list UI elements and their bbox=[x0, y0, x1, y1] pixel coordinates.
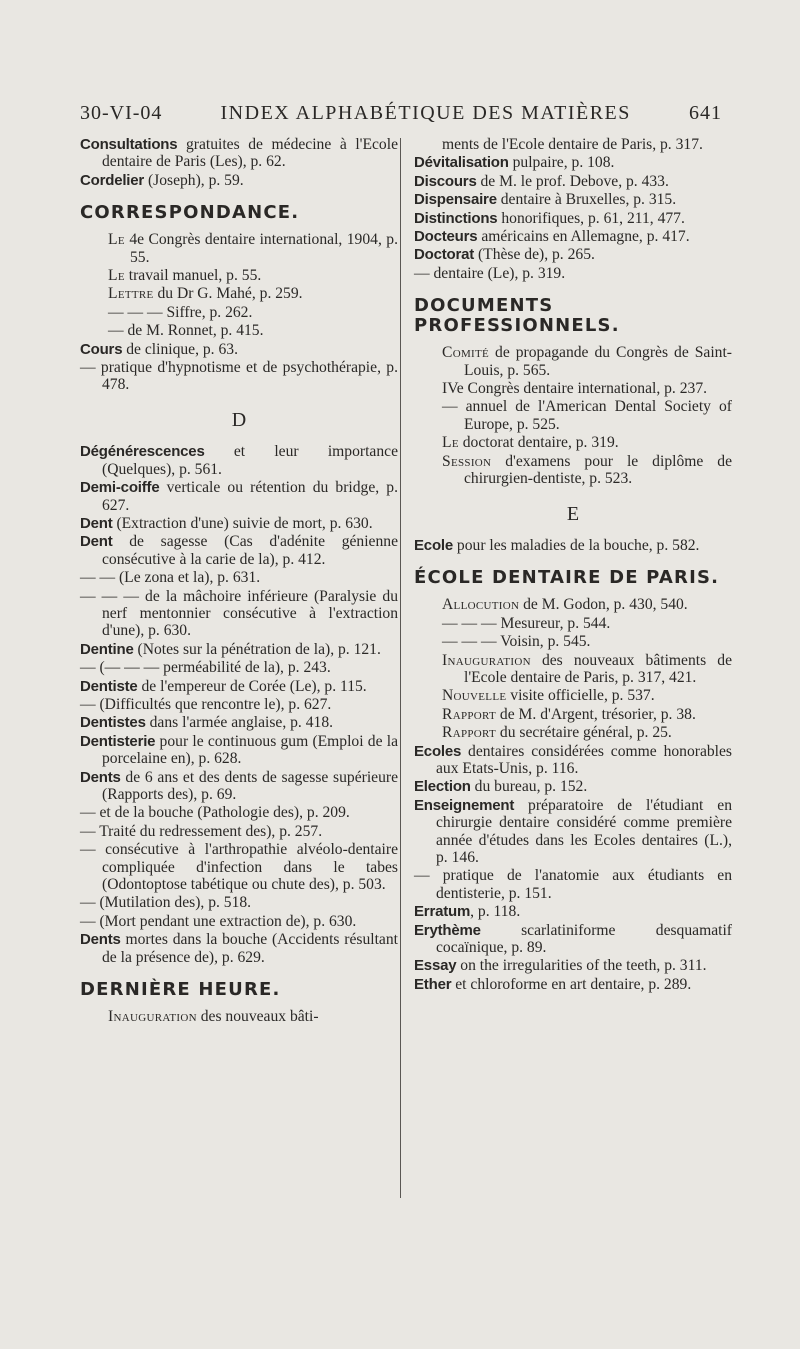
entry-text: dans l'armée anglaise, p. 418. bbox=[145, 714, 334, 732]
entry-head: Cordelier bbox=[80, 171, 145, 189]
entry-head: Dent bbox=[80, 533, 113, 551]
index-entry bbox=[414, 957, 732, 974]
section-heading: CORRESPONDANCE. bbox=[80, 202, 300, 224]
sub-entry bbox=[442, 398, 732, 433]
header-date: 30-VI-04 bbox=[80, 102, 163, 124]
index-entry bbox=[80, 641, 398, 658]
entry-text: — — — Voisin, p. 545. bbox=[442, 633, 591, 651]
index-entry bbox=[80, 515, 398, 532]
entry-head: Ether bbox=[414, 975, 452, 993]
index-entry bbox=[80, 341, 398, 358]
entry-head: Ecole bbox=[414, 536, 454, 554]
entry-text: — consécutive à l'arthropathie alvéolo-dentaire compliquée d'infection dans le tabes (Odontoptose tabétique ou chute des), p. 503. bbox=[80, 841, 398, 894]
entry-head: Rapport bbox=[442, 705, 497, 723]
entry-head: Enseignement bbox=[414, 796, 515, 814]
entry-text: mortes dans la bouche (Accidents résultant de la présence de), p. 629. bbox=[102, 931, 398, 966]
sub-entry bbox=[108, 1008, 398, 1025]
entry-head: Allocution bbox=[442, 596, 520, 614]
entry-text: IVe Congrès dentaire international, p. 237. bbox=[442, 380, 708, 398]
entry-head: Dentine bbox=[80, 640, 134, 658]
entry-text: (Thèse de), p. 265. bbox=[474, 246, 595, 264]
index-entry bbox=[80, 172, 398, 189]
index-entry bbox=[80, 894, 398, 911]
entry-text: travail manuel, p. 55. bbox=[124, 267, 262, 285]
entry-text: — dentaire (Le), p. 319. bbox=[414, 264, 566, 282]
index-entry bbox=[80, 359, 398, 394]
entry-head: Session bbox=[442, 452, 492, 470]
entry-text: (Notes sur la pénétration de la), p. 121. bbox=[133, 640, 381, 658]
entry-text: des nouveaux bâtiments de l'Ecole dentaire de Paris, p. 317, 421. bbox=[464, 651, 732, 686]
entry-head: Dentisterie bbox=[80, 732, 156, 750]
entry-text: de propagande du Congrès de Saint-Louis, p. 565. bbox=[464, 344, 732, 379]
left-column bbox=[80, 136, 398, 1026]
letter-divider: E bbox=[566, 502, 580, 525]
index-entry bbox=[80, 659, 398, 676]
entry-text: de l'empereur de Corée (Le), p. 115. bbox=[137, 677, 367, 695]
entry-text: pour le continuous gum (Emploi de la porcelaine en), p. 628. bbox=[102, 732, 398, 768]
section-heading: DOCUMENTS PROFESSIONNELS. bbox=[414, 295, 620, 337]
entry-head: Dévitalisation bbox=[414, 154, 509, 172]
index-entry bbox=[414, 191, 732, 208]
index-entry bbox=[414, 867, 732, 902]
index-entry bbox=[80, 769, 398, 804]
entry-text: américains en Allemagne, p. 417. bbox=[477, 228, 690, 246]
entry-text: 4e Congrès dentaire international, 1904, p. 55. bbox=[124, 231, 398, 266]
entry-head: Le bbox=[108, 267, 125, 285]
index-entry bbox=[80, 714, 398, 731]
index-entry bbox=[80, 479, 398, 514]
index-entry bbox=[414, 922, 732, 957]
entry-text: — — — de la mâchoire inférieure (Paralysie du nerf mentonnier consécutive à l'extraction d'une), p. 630. bbox=[80, 587, 398, 640]
sub-entry bbox=[442, 434, 732, 451]
index-entry bbox=[80, 136, 398, 171]
entry-text: de clinique, p. 63. bbox=[122, 340, 238, 358]
sub-entry bbox=[442, 633, 732, 650]
index-entry bbox=[414, 228, 732, 245]
sub-entry bbox=[108, 285, 398, 302]
entry-head: Erythème bbox=[414, 921, 481, 939]
entry-text: — pratique de l'anatomie aux étudiants en dentisterie, p. 151. bbox=[414, 867, 732, 902]
index-entry bbox=[80, 841, 398, 893]
index-entry bbox=[80, 931, 398, 966]
sub-entry bbox=[442, 453, 732, 488]
entry-head: Erratum bbox=[414, 903, 471, 921]
entry-head: Nouvelle bbox=[442, 687, 507, 705]
entry-head: Distinctions bbox=[414, 209, 498, 227]
sub-entry bbox=[442, 687, 732, 704]
entry-text: pulpaire, p. 108. bbox=[508, 154, 615, 172]
entry-head: Lettre bbox=[108, 285, 154, 303]
entry-text: d'examens pour le diplôme de chirurgien-dentiste, p. 523. bbox=[464, 452, 732, 488]
sub-entry bbox=[108, 267, 398, 284]
index-entry bbox=[414, 246, 732, 263]
index-entry bbox=[414, 976, 732, 993]
entry-text: et chloroforme en art dentaire, p. 289. bbox=[451, 975, 692, 993]
entry-text: du bureau, p. 152. bbox=[470, 778, 588, 796]
column-divider bbox=[400, 138, 401, 1198]
entry-text: de M. Godon, p. 430, 540. bbox=[519, 596, 688, 614]
section-heading: DERNIÈRE HEURE. bbox=[80, 979, 281, 1001]
entry-head: Inauguration bbox=[442, 651, 531, 669]
entry-head: Dégénérescences bbox=[80, 443, 205, 461]
entry-head: Dentistes bbox=[80, 714, 146, 732]
index-entry bbox=[414, 778, 732, 795]
index-entry bbox=[80, 823, 398, 840]
entry-text: visite officielle, p. 537. bbox=[506, 687, 655, 705]
index-entry bbox=[414, 210, 732, 227]
sub-entry bbox=[108, 304, 398, 321]
entry-text: — — — Mesureur, p. 544. bbox=[442, 614, 611, 632]
entry-text: de M. le prof. Debove, p. 433. bbox=[476, 172, 669, 190]
entry-text: on the irregularities of the teeth, p. 311. bbox=[456, 957, 707, 975]
sub-entry bbox=[108, 231, 398, 266]
entry-text: des nouveaux bâti- bbox=[196, 1008, 319, 1026]
entry-text: du Dr G. Mahé, p. 259. bbox=[153, 285, 303, 303]
entry-text: du secrétaire général, p. 25. bbox=[496, 724, 672, 742]
index-entry bbox=[80, 733, 398, 768]
index-entry bbox=[80, 588, 398, 640]
entry-head: Le bbox=[108, 231, 125, 249]
entry-head: Dentiste bbox=[80, 677, 138, 695]
entry-head: Demi-coiffe bbox=[80, 479, 160, 497]
entry-head: Docteurs bbox=[414, 228, 478, 246]
entry-head: Essay bbox=[414, 957, 457, 975]
index-entry bbox=[414, 537, 732, 554]
entry-text: verticale ou rétention du bridge, p. 627. bbox=[102, 479, 398, 514]
index-entry bbox=[414, 154, 732, 171]
entry-head: Le bbox=[442, 434, 459, 452]
entry-head: Cours bbox=[80, 340, 123, 358]
entry-text: et leur importance (Quelques), p. 561. bbox=[102, 443, 398, 478]
index-entry bbox=[80, 678, 398, 695]
entry-text: ments de l'Ecole dentaire de Paris, p. 317. bbox=[442, 136, 703, 153]
entry-text: — annuel de l'American Dental Society of Europe, p. 525. bbox=[442, 398, 732, 433]
section-heading: ÉCOLE DENTAIRE DE PARIS. bbox=[414, 567, 720, 589]
entry-text: — (— — — perméabilité de la), p. 243. bbox=[80, 659, 331, 677]
entry-head: Election bbox=[414, 778, 471, 796]
entry-text: , p. 118. bbox=[470, 903, 521, 921]
entry-head: Doctorat bbox=[414, 246, 475, 264]
letter-divider: D bbox=[231, 408, 247, 431]
entry-text: — (Mort pendant une extraction de), p. 630. bbox=[80, 912, 357, 930]
entry-text: — — — Siffre, p. 262. bbox=[108, 303, 253, 321]
entry-head: Consultations bbox=[80, 136, 178, 153]
entry-head: Dent bbox=[80, 514, 113, 532]
sub-entry bbox=[442, 706, 732, 723]
header-page-number: 641 bbox=[688, 102, 722, 124]
sub-entry bbox=[442, 380, 732, 397]
entry-text: — Traité du redressement des), p. 257. bbox=[80, 822, 323, 840]
entry-text: dentaires considérées comme honorables aux Etats-Unis, p. 116. bbox=[436, 742, 732, 777]
index-entry bbox=[80, 696, 398, 713]
entry-text: de M. d'Argent, trésorier, p. 38. bbox=[496, 705, 696, 723]
entry-head: Dents bbox=[80, 931, 121, 949]
index-entry bbox=[414, 173, 732, 190]
right-column bbox=[414, 136, 732, 994]
entry-head: Inauguration bbox=[108, 1008, 197, 1026]
entry-head: Dispensaire bbox=[414, 191, 497, 209]
sub-entry bbox=[442, 724, 732, 741]
entry-text: de sagesse (Cas d'adénite génienne consécutive à la carie de la), p. 412. bbox=[102, 533, 398, 568]
index-entry bbox=[80, 569, 398, 586]
entry-text: gratuites de médecine à l'Ecole dentaire de Paris (Les), p. 62. bbox=[102, 136, 398, 171]
entry-text: préparatoire de l'étudiant en chirurgie dentaire considéré comme première année d'études dans les Ecoles dentaires (L.), p. 146. bbox=[436, 796, 732, 866]
sub-entry bbox=[442, 136, 732, 153]
entry-head: Dents bbox=[80, 768, 121, 786]
index-entry bbox=[414, 797, 732, 867]
entry-text: — (Difficultés que rencontre le), p. 627. bbox=[80, 695, 332, 713]
entry-head: Discours bbox=[414, 172, 477, 190]
sub-entry bbox=[442, 344, 732, 379]
entry-text: — de M. Ronnet, p. 415. bbox=[108, 322, 264, 340]
entry-text: honorifiques, p. 61, 211, 477. bbox=[497, 209, 685, 227]
entry-head: Rapport bbox=[442, 724, 497, 742]
entry-text: pour les maladies de la bouche, p. 582. bbox=[453, 536, 700, 554]
entry-text: doctorat dentaire, p. 319. bbox=[458, 434, 619, 452]
entry-text: de 6 ans et des dents de sagesse supérieure (Rapports des), p. 69. bbox=[102, 768, 398, 803]
entry-head: Ecoles bbox=[414, 742, 462, 760]
entry-text: — — (Le zona et la), p. 631. bbox=[80, 569, 261, 587]
index-entry bbox=[80, 804, 398, 821]
index-entry bbox=[80, 443, 398, 478]
index-entry bbox=[80, 533, 398, 568]
entry-text: — et de la bouche (Pathologie des), p. 209. bbox=[80, 804, 350, 822]
index-entry bbox=[80, 913, 398, 930]
index-entry bbox=[414, 743, 732, 778]
entry-text: (Joseph), p. 59. bbox=[144, 171, 244, 189]
sub-entry bbox=[442, 596, 732, 613]
entry-text: scarlatiniforme desquamatif cocaïnique, p. 89. bbox=[436, 921, 732, 957]
index-entry bbox=[414, 903, 732, 920]
header-title: INDEX ALPHABÉTIQUE DES MATIÈRES bbox=[220, 102, 631, 124]
sub-entry bbox=[108, 322, 398, 339]
entry-text: dentaire à Bruxelles, p. 315. bbox=[496, 191, 677, 209]
running-header bbox=[80, 102, 722, 130]
entry-head: Comité bbox=[442, 344, 490, 362]
index-entry bbox=[414, 265, 732, 282]
sub-entry bbox=[442, 652, 732, 687]
entry-text: — (Mutilation des), p. 518. bbox=[80, 894, 252, 912]
sub-entry bbox=[442, 615, 732, 632]
entry-text: (Extraction d'une) suivie de mort, p. 630. bbox=[112, 514, 373, 532]
entry-text: — pratique d'hypnotisme et de psychothérapie, p. 478. bbox=[80, 359, 398, 394]
